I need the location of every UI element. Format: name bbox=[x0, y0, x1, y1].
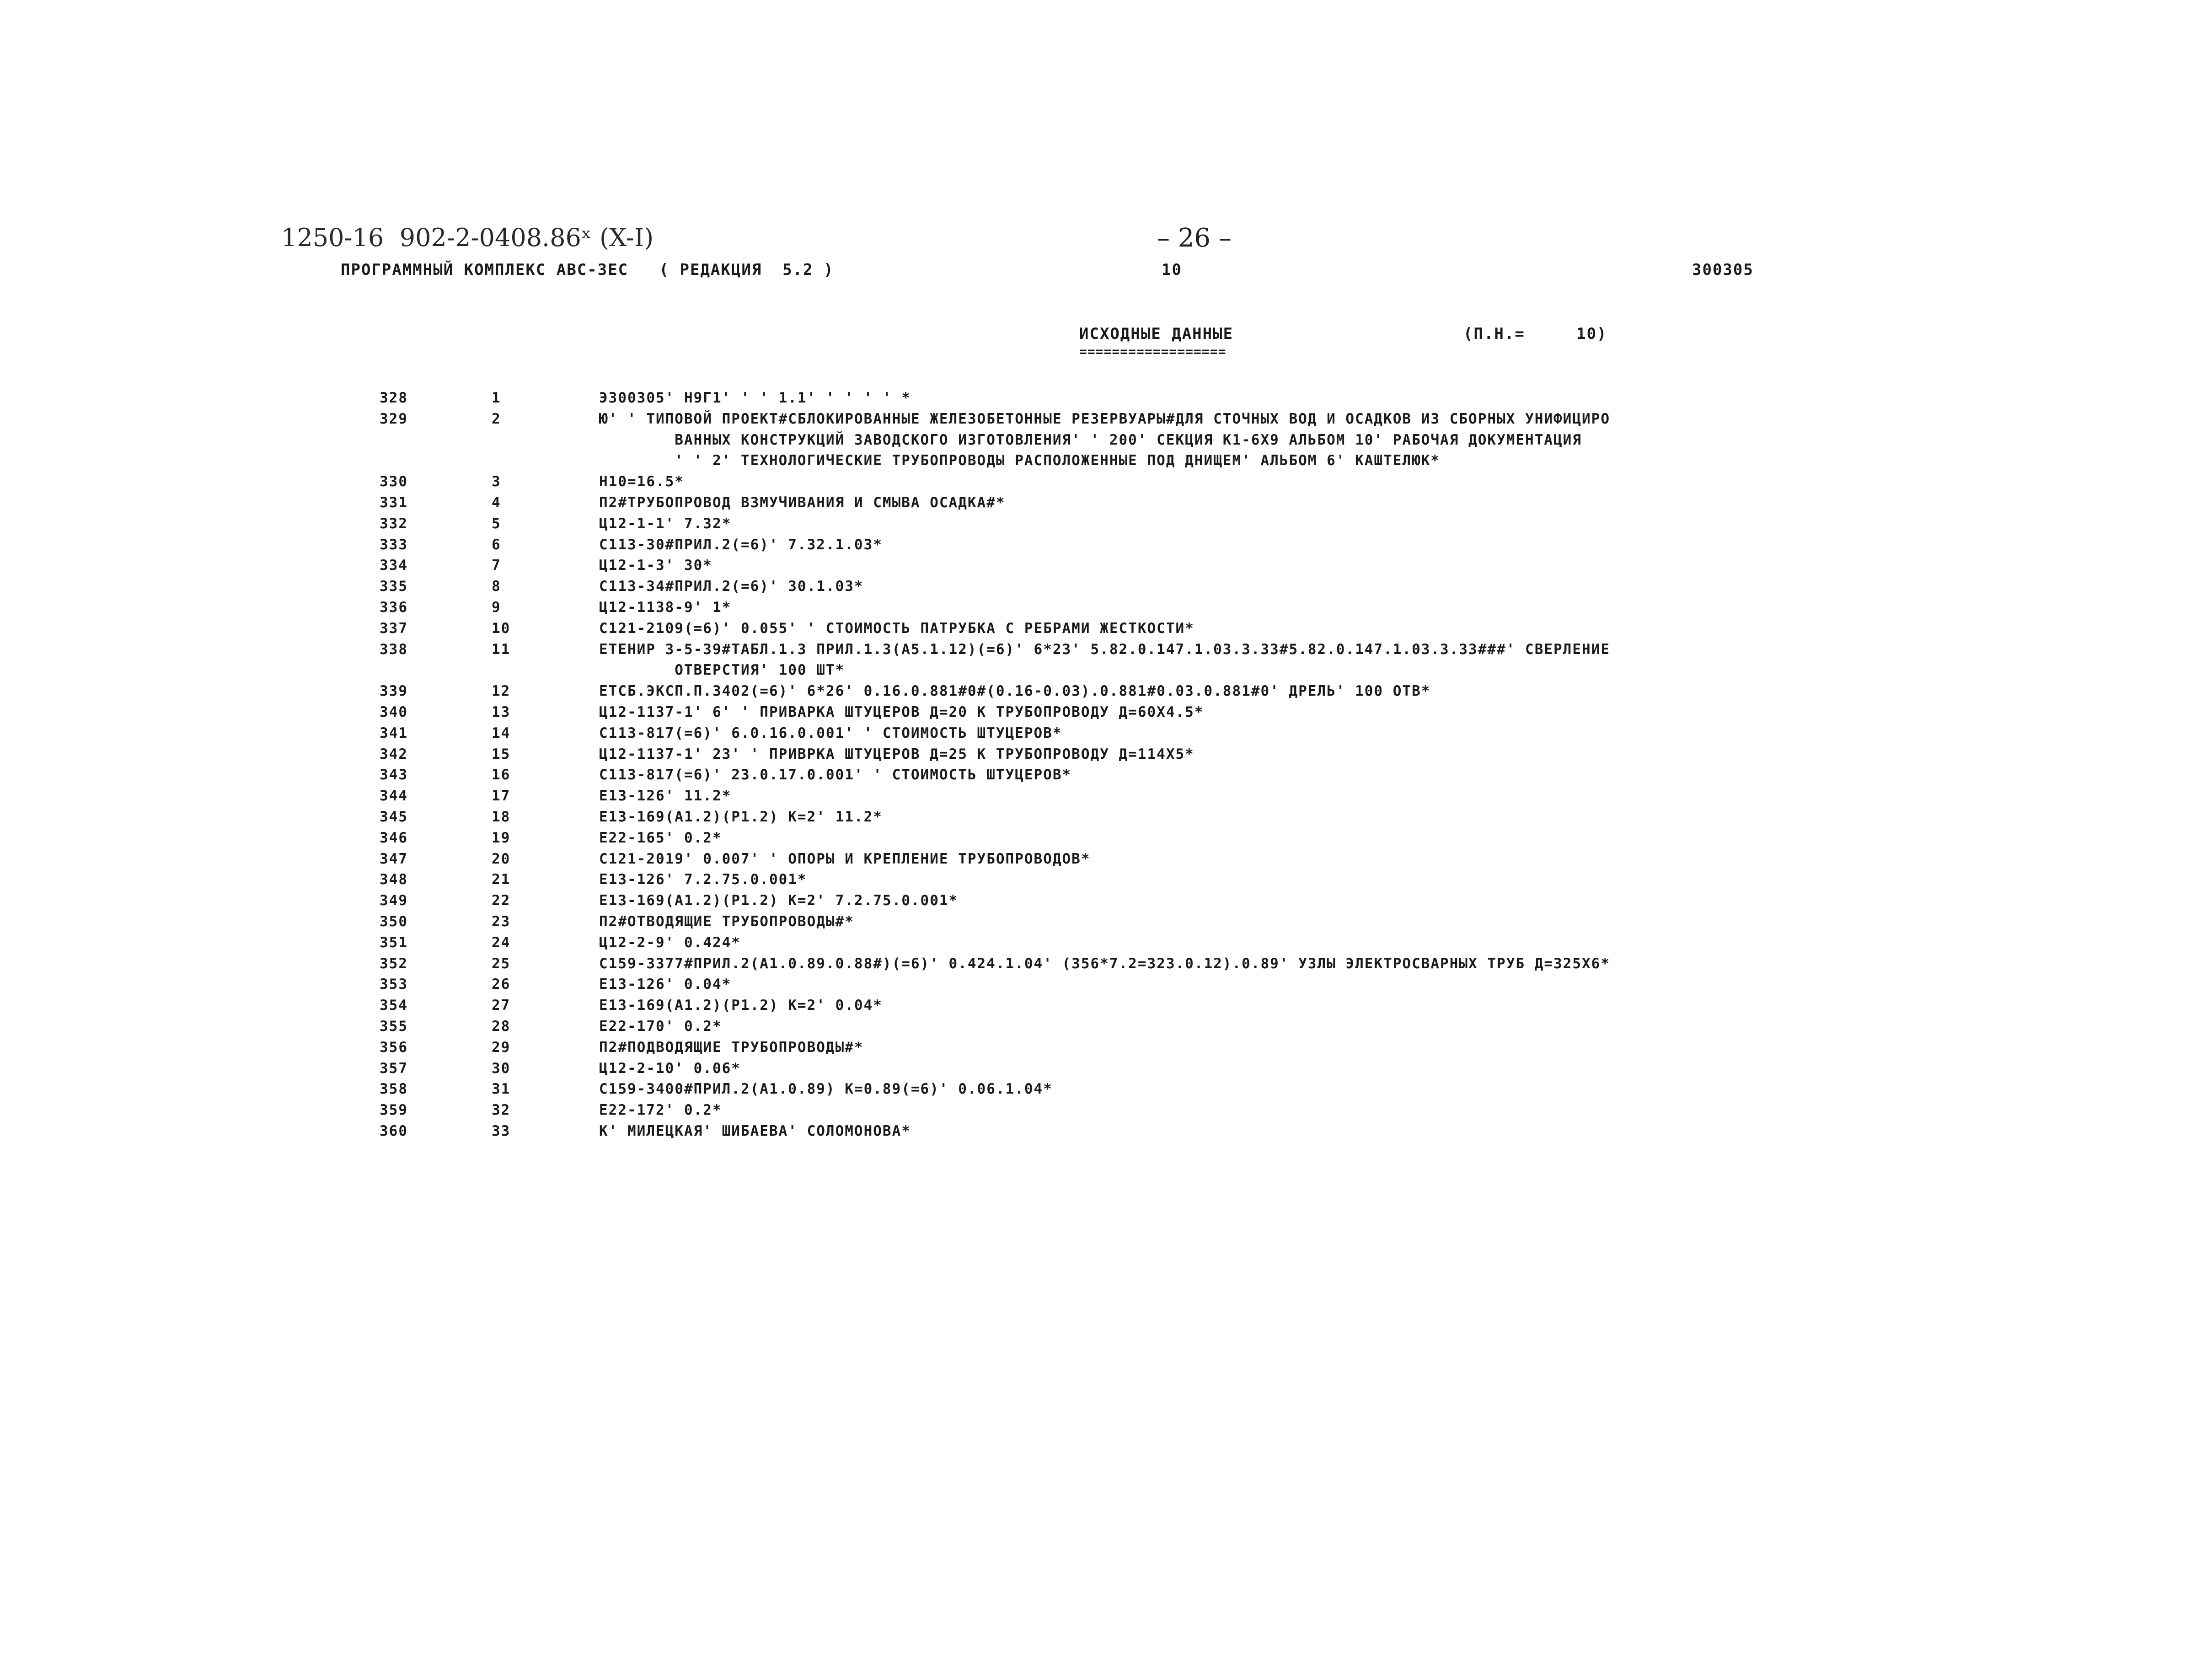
sequence-number: 9 bbox=[492, 599, 501, 616]
list-item bbox=[380, 933, 1980, 954]
line-number: 334 bbox=[380, 557, 408, 574]
line-number: 348 bbox=[380, 871, 408, 888]
sequence-number: 6 bbox=[492, 536, 501, 553]
list-item bbox=[380, 786, 1980, 807]
line-number: 333 bbox=[380, 536, 408, 553]
list-item bbox=[380, 618, 1980, 639]
sequence-number: 17 bbox=[492, 788, 511, 805]
list-item bbox=[380, 828, 1980, 849]
header-code: 300305 bbox=[1692, 261, 1754, 279]
line-number: 346 bbox=[380, 829, 408, 846]
list-item bbox=[380, 891, 1980, 912]
list-item bbox=[380, 681, 1980, 702]
record-text: Ю' ' ТИПОВОЙ ПРОЕКТ#СБЛОКИРОВАННЫЕ ЖЕЛЕЗОБЕТОННЫЕ РЕЗЕРВУАРЫ#ДЛЯ СТОЧНЫХ ВОД И ОСАДКОВ ИЗ СБОРНЫХ УНИФИЦИРО bbox=[599, 410, 1611, 427]
sequence-number: 32 bbox=[492, 1102, 511, 1119]
record-text: С159-3377#ПРИЛ.2(А1.0.89.0.88#)(=6)' 0.424.1.04' (356*7.2=323.0.12).0.89' УЗЛЫ ЭЛЕКТРОСВАРНЫХ ТРУБ Д=325Х6* bbox=[599, 955, 1611, 972]
list-item bbox=[380, 514, 1980, 535]
record-text: Е22-170' 0.2* bbox=[599, 1018, 722, 1035]
list-item bbox=[380, 409, 1980, 430]
sequence-number: 14 bbox=[492, 724, 511, 741]
line-number: 355 bbox=[380, 1018, 408, 1035]
record-text: Ц12-1-1' 7.32* bbox=[599, 515, 732, 532]
record-text: Ц12-1137-1' 23' ' ПРИВРКА ШТУЦЕРОВ Д=25 К ТРУБОПРОВОДУ Д=114Х5* bbox=[599, 746, 1194, 762]
list-item bbox=[380, 807, 1980, 828]
line-number: 357 bbox=[380, 1060, 408, 1077]
line-number: 349 bbox=[380, 892, 408, 909]
list-item bbox=[380, 493, 1980, 514]
record-text: Э300305' Н9Г1' ' ' 1.1' ' ' ' ' * bbox=[599, 390, 911, 406]
record-text: Е13-169(А1.2)(Р1.2) К=2' 0.04* bbox=[599, 997, 883, 1014]
list-item bbox=[380, 388, 1980, 409]
record-text: С121-2109(=6)' 0.055' ' СТОИМОСТЬ ПАТРУБКА С РЕБРАМИ ЖЕСТКОСТИ* bbox=[599, 620, 1194, 637]
sequence-number: 12 bbox=[492, 683, 511, 700]
sequence-number: 11 bbox=[492, 641, 511, 658]
record-text: Н10=16.5* bbox=[599, 473, 684, 490]
line-number: 330 bbox=[380, 473, 408, 490]
sequence-number bbox=[492, 660, 599, 681]
list-item bbox=[380, 723, 1980, 744]
record-text: ОТВЕРСТИЯ' 100 ШТ* bbox=[599, 662, 845, 679]
sequence-number: 25 bbox=[492, 955, 511, 972]
line-number: 351 bbox=[380, 934, 408, 951]
line-number: 337 bbox=[380, 620, 408, 637]
list-item bbox=[380, 555, 1980, 576]
record-text: ВАННЫХ КОНСТРУКЦИЙ ЗАВОДСКОГО ИЗГОТОВЛЕНИЯ' ' 200' СЕКЦИЯ К1-6Х9 АЛЬБОМ 10' РАБОЧАЯ ДОКУМЕНТАЦИЯ bbox=[599, 431, 1582, 448]
data-listing bbox=[380, 388, 1980, 1142]
list-item bbox=[380, 472, 1980, 493]
list-item bbox=[380, 1100, 1980, 1121]
line-number bbox=[380, 451, 492, 472]
sequence-number: 19 bbox=[492, 829, 511, 846]
sequence-number: 23 bbox=[492, 913, 511, 930]
record-text: С113-817(=6)' 6.0.16.0.001' ' СТОИМОСТЬ ШТУЦЕРОВ* bbox=[599, 724, 1062, 741]
line-number: 338 bbox=[380, 641, 408, 658]
sequence-number: 20 bbox=[492, 850, 511, 867]
line-number: 341 bbox=[380, 724, 408, 741]
list-item bbox=[380, 765, 1980, 786]
sequence-number: 10 bbox=[492, 620, 511, 637]
list-item bbox=[380, 639, 1980, 660]
list-item bbox=[380, 849, 1980, 870]
record-text: П2#ПОДВОДЯЩИЕ ТРУБОПРОВОДЫ#* bbox=[599, 1039, 864, 1056]
sequence-number: 28 bbox=[492, 1018, 511, 1035]
line-number: 347 bbox=[380, 850, 408, 867]
program-title: ПРОГРАММНЫЙ КОМПЛЕКС АВС-3ЕС ( РЕДАКЦИЯ 5.2 ) bbox=[341, 261, 834, 279]
record-text: Е13-126' 0.04* bbox=[599, 976, 732, 993]
line-number: 353 bbox=[380, 976, 408, 993]
sequence-number: 4 bbox=[492, 494, 501, 511]
line-number: 343 bbox=[380, 767, 408, 783]
section-param: (П.Н.= 10) bbox=[1463, 325, 1607, 343]
sequence-number: 24 bbox=[492, 934, 511, 951]
line-number: 335 bbox=[380, 578, 408, 595]
record-text: Ц12-2-9' 0.424* bbox=[599, 934, 741, 951]
list-item bbox=[380, 974, 1980, 995]
sequence-number: 21 bbox=[492, 871, 511, 888]
record-text: П2#ТРУБОПРОВОД ВЗМУЧИВАНИЯ И СМЫВА ОСАДКА#* bbox=[599, 494, 1006, 511]
line-number: 345 bbox=[380, 808, 408, 825]
list-item bbox=[380, 1079, 1980, 1100]
sequence-number: 33 bbox=[492, 1122, 511, 1139]
sequence-number: 18 bbox=[492, 808, 511, 825]
line-number: 331 bbox=[380, 494, 408, 511]
document-code: 1250-16 902-2-0408.86ˣ (X-I) bbox=[281, 223, 654, 252]
list-item bbox=[380, 702, 1980, 723]
list-item bbox=[380, 535, 1980, 556]
record-text: Ц12-1137-1' 6' ' ПРИВАРКА ШТУЦЕРОВ Д=20 К ТРУБОПРОВОДУ Д=60Х4.5* bbox=[599, 703, 1204, 720]
list-item bbox=[380, 912, 1980, 933]
sequence-number: 2 bbox=[492, 410, 501, 427]
sequence-number bbox=[492, 451, 599, 472]
sequence-number: 16 bbox=[492, 767, 511, 783]
line-number: 336 bbox=[380, 599, 408, 616]
list-item bbox=[380, 1037, 1980, 1058]
list-item bbox=[380, 1016, 1980, 1037]
line-number: 329 bbox=[380, 410, 408, 427]
record-text: Е22-172' 0.2* bbox=[599, 1102, 722, 1119]
line-number bbox=[380, 660, 492, 681]
record-text: Ц12-1-3' 30* bbox=[599, 557, 712, 574]
line-number: 339 bbox=[380, 683, 408, 700]
record-text: Е13-169(А1.2)(Р1.2) К=2' 11.2* bbox=[599, 808, 883, 825]
record-text: С113-34#ПРИЛ.2(=6)' 30.1.03* bbox=[599, 578, 864, 595]
record-text: С159-3400#ПРИЛ.2(А1.0.89) К=0.89(=6)' 0.06.1.04* bbox=[599, 1081, 1053, 1098]
list-item bbox=[380, 1058, 1980, 1079]
header-sheet-number: 10 bbox=[1162, 261, 1182, 279]
line-number: 332 bbox=[380, 515, 408, 532]
sequence-number: 29 bbox=[492, 1039, 511, 1056]
sequence-number: 1 bbox=[492, 390, 501, 406]
record-text: ЕТСБ.ЭКСП.П.3402(=6)' 6*26' 0.16.0.881#0#(0.16-0.03).0.881#0.03.0.881#0' ДРЕЛЬ' 100 ОТВ* bbox=[599, 683, 1431, 700]
list-item bbox=[380, 954, 1980, 975]
list-item bbox=[380, 1121, 1980, 1142]
list-item bbox=[380, 430, 1980, 451]
list-item bbox=[380, 744, 1980, 765]
line-number: 356 bbox=[380, 1039, 408, 1056]
line-number: 340 bbox=[380, 703, 408, 720]
sequence-number: 7 bbox=[492, 557, 501, 574]
line-number: 350 bbox=[380, 913, 408, 930]
line-number: 359 bbox=[380, 1102, 408, 1119]
sequence-number: 27 bbox=[492, 997, 511, 1014]
line-number: 328 bbox=[380, 390, 408, 406]
line-number: 352 bbox=[380, 955, 408, 972]
record-text: Ц12-2-10' 0.06* bbox=[599, 1060, 741, 1077]
record-text: Е13-126' 7.2.75.0.001* bbox=[599, 871, 807, 888]
list-item bbox=[380, 660, 1980, 681]
sequence-number bbox=[492, 430, 599, 451]
page-number: – 26 – bbox=[1157, 223, 1232, 253]
list-item bbox=[380, 576, 1980, 597]
line-number: 358 bbox=[380, 1081, 408, 1098]
sequence-number: 8 bbox=[492, 578, 501, 595]
sequence-number: 26 bbox=[492, 976, 511, 993]
record-text: Ц12-1138-9' 1* bbox=[599, 599, 732, 616]
list-item bbox=[380, 869, 1980, 891]
record-text: С113-30#ПРИЛ.2(=6)' 7.32.1.03* bbox=[599, 536, 883, 553]
record-text: К' МИЛЕЦКАЯ' ШИБАЕВА' СОЛОМОНОВА* bbox=[599, 1122, 911, 1139]
record-text: С113-817(=6)' 23.0.17.0.001' ' СТОИМОСТЬ ШТУЦЕРОВ* bbox=[599, 767, 1072, 783]
sequence-number: 22 bbox=[492, 892, 511, 909]
section-underline: ================== bbox=[1079, 344, 1227, 359]
record-text: П2#ОТВОДЯЩИЕ ТРУБОПРОВОДЫ#* bbox=[599, 913, 854, 930]
record-text: Е22-165' 0.2* bbox=[599, 829, 722, 846]
sequence-number: 5 bbox=[492, 515, 501, 532]
line-number: 342 bbox=[380, 746, 408, 762]
sequence-number: 15 bbox=[492, 746, 511, 762]
line-number: 344 bbox=[380, 788, 408, 805]
sequence-number: 13 bbox=[492, 703, 511, 720]
line-number: 360 bbox=[380, 1122, 408, 1139]
sequence-number: 31 bbox=[492, 1081, 511, 1098]
sequence-number: 3 bbox=[492, 473, 501, 490]
record-text: Е13-126' 11.2* bbox=[599, 788, 732, 805]
record-text: Е13-169(А1.2)(Р1.2) К=2' 7.2.75.0.001* bbox=[599, 892, 959, 909]
list-item bbox=[380, 995, 1980, 1016]
list-item bbox=[380, 451, 1980, 472]
section-title: ИСХОДНЫЕ ДАННЫЕ bbox=[1079, 325, 1234, 343]
list-item bbox=[380, 597, 1980, 618]
record-text: ' ' 2' ТЕХНОЛОГИЧЕСКИЕ ТРУБОПРОВОДЫ РАСПОЛОЖЕННЫЕ ПОД ДНИЩЕМ' АЛЬБОМ 6' КАШТЕЛЮК* bbox=[599, 452, 1441, 469]
line-number bbox=[380, 430, 492, 451]
line-number: 354 bbox=[380, 997, 408, 1014]
sequence-number: 30 bbox=[492, 1060, 511, 1077]
record-text: ЕТЕНИР 3-5-39#ТАБЛ.1.3 ПРИЛ.1.3(А5.1.12)(=6)' 6*23' 5.82.0.147.1.03.3.33#5.82.0.147.1.03.3.33###' СВЕРЛЕНИЕ bbox=[599, 641, 1611, 658]
record-text: С121-2019' 0.007' ' ОПОРЫ И КРЕПЛЕНИЕ ТРУБОПРОВОДОВ* bbox=[599, 850, 1091, 867]
